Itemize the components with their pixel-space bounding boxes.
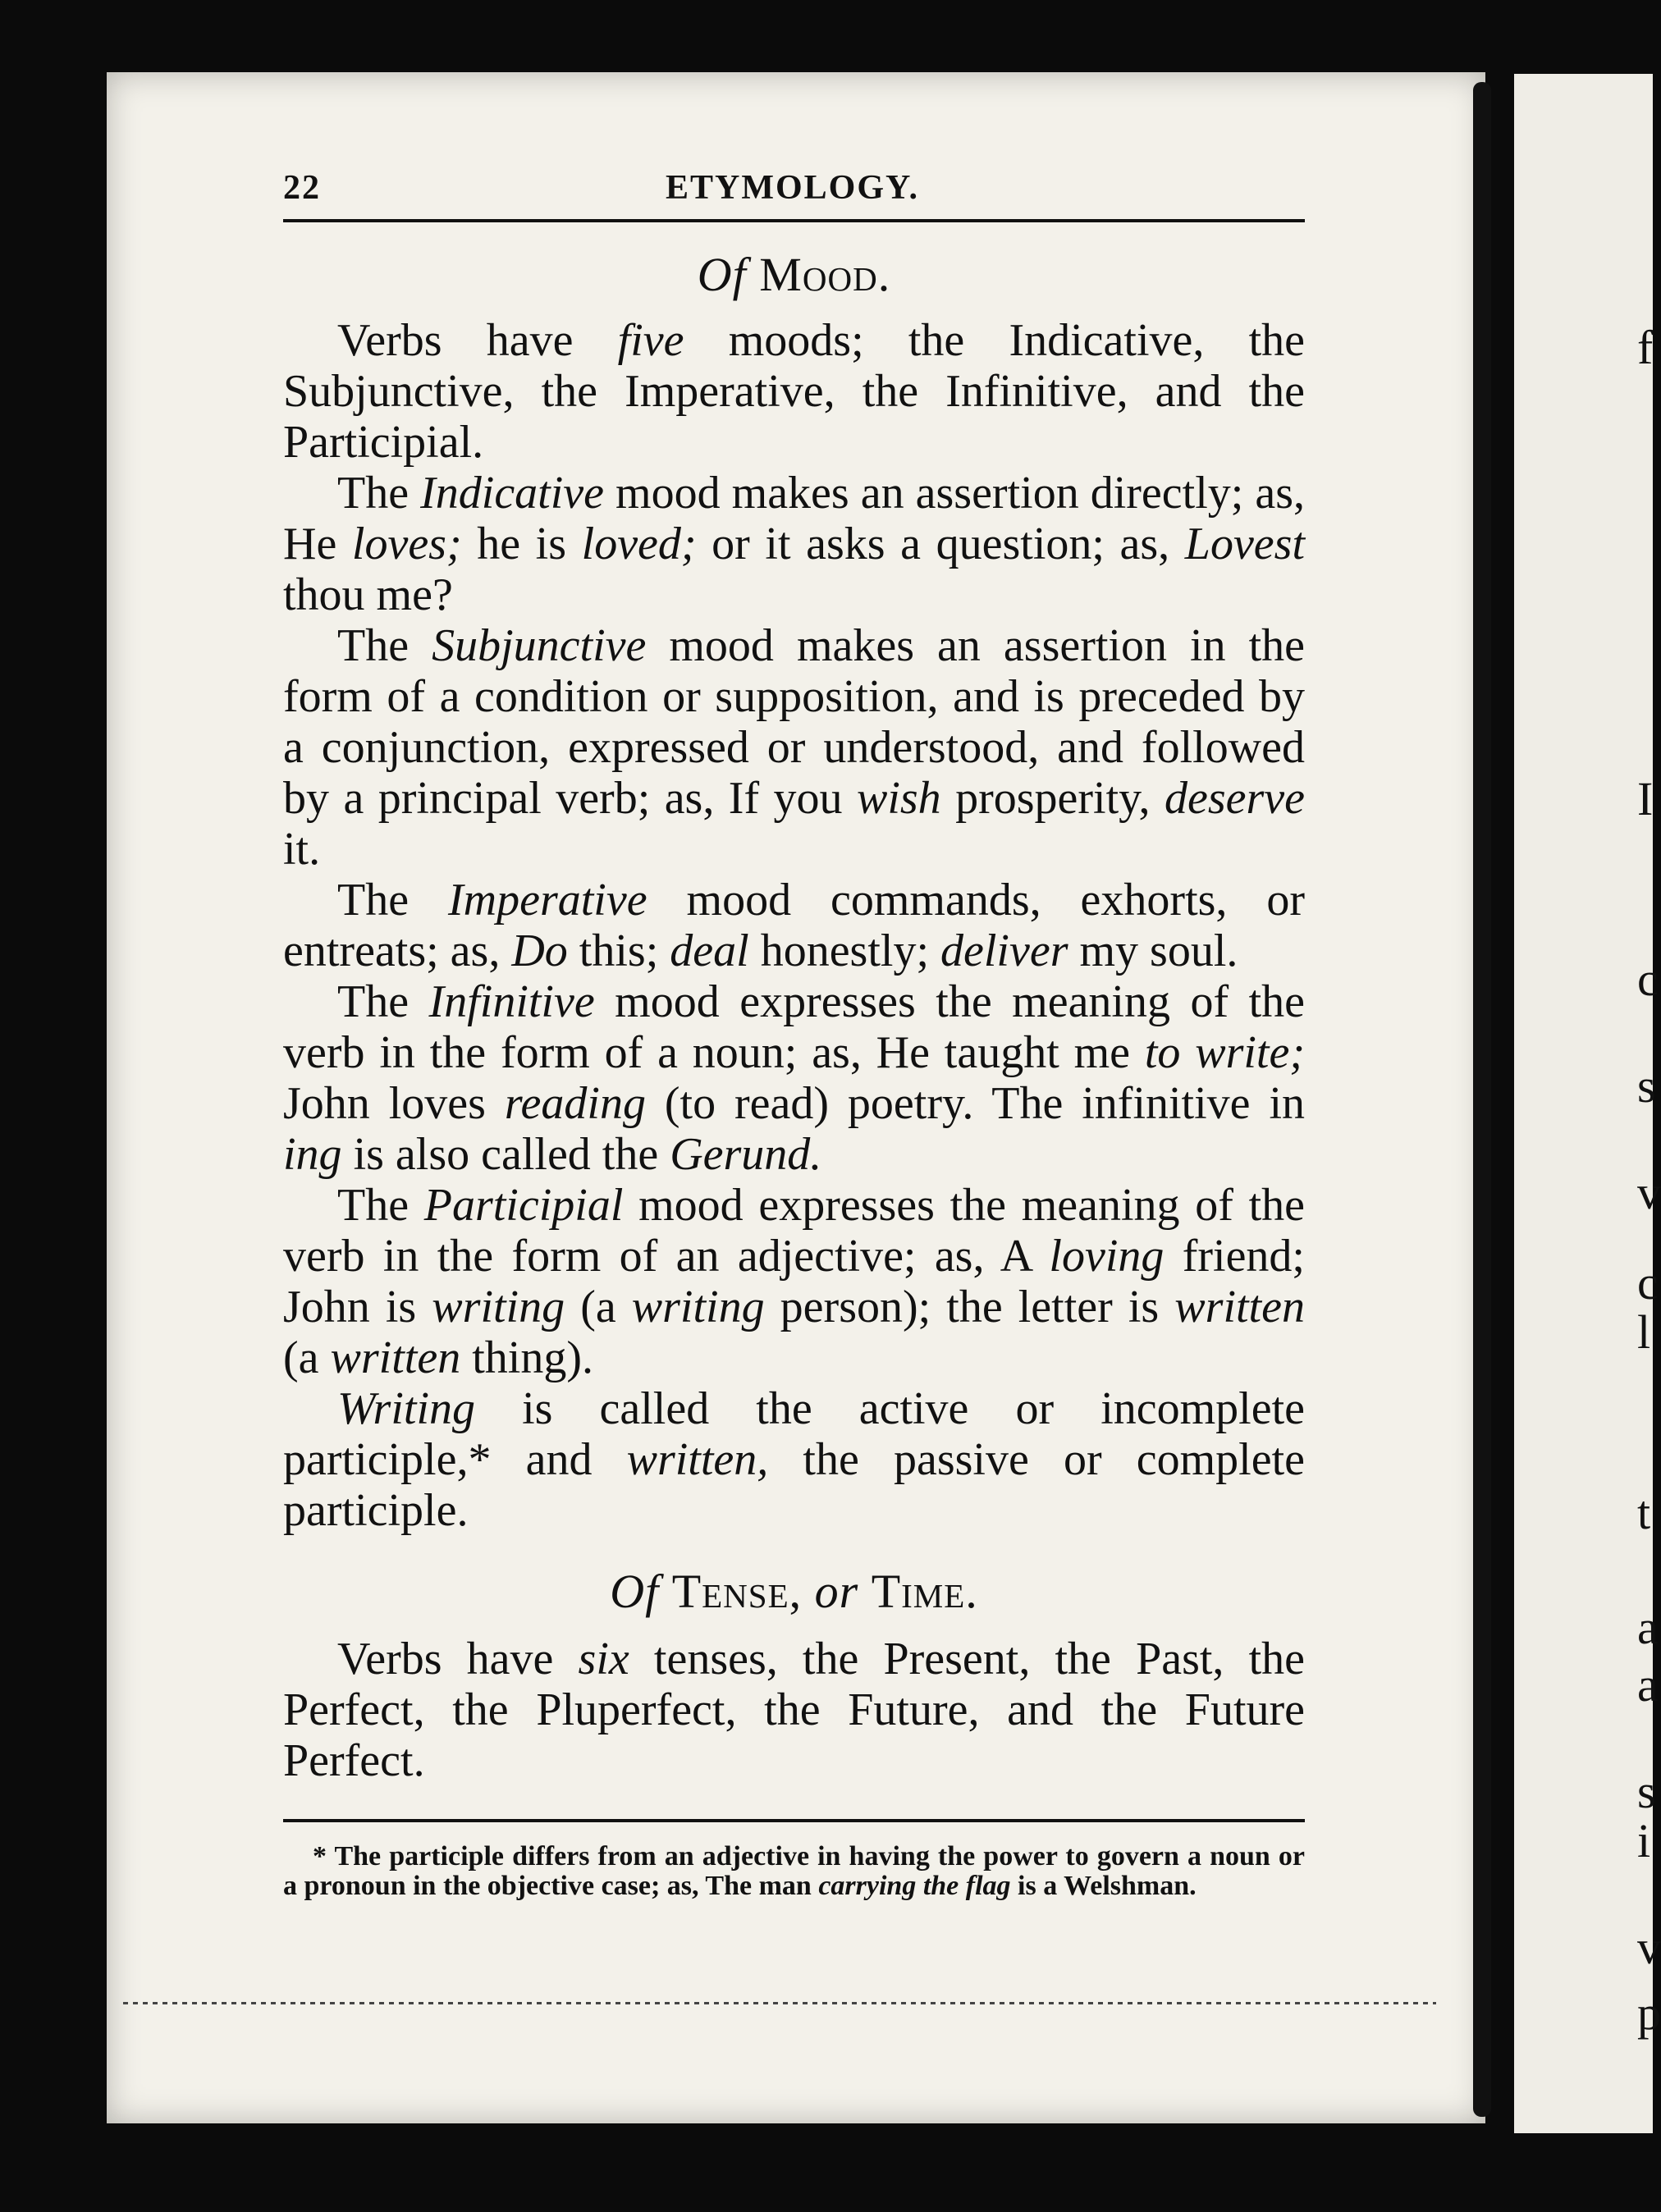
page-content	[283, 168, 1305, 1901]
paragraph	[283, 976, 1305, 1180]
text-run: mood expresses the meaning of the verb in the form of a noun; as, He taught me	[283, 976, 1305, 1078]
text-run: the passive or complete participle.	[283, 1434, 1305, 1536]
text-run: this;	[567, 925, 670, 976]
text-run: mood makes an assertion in the form of a condition or supposition, and is preceded by a conjunction, expressed or understood, and followed by a principal verb; as, If you	[283, 620, 1306, 824]
section-heading-mood	[283, 247, 1305, 302]
italic-run: six	[578, 1634, 629, 1684]
text-run: mood makes an assertion directly; as, He	[283, 468, 1306, 569]
text-run: is a Welshman.	[1010, 1871, 1197, 1901]
text-run: is called the active or incomplete participle,* and	[283, 1383, 1305, 1485]
facing-page-letter: p	[1637, 1986, 1661, 2040]
italic-run: loved;	[581, 519, 697, 569]
facing-page-letter: a	[1637, 1601, 1659, 1654]
running-title: ETYMOLOGY.	[666, 169, 919, 207]
text-run: my soul.	[1068, 925, 1238, 976]
paragraph	[283, 1634, 1305, 1786]
text-run: (a	[565, 1282, 632, 1332]
facing-page-letter: c	[1637, 1256, 1659, 1309]
italic-run: ing	[283, 1129, 342, 1180]
facing-page-letter: l	[1637, 1305, 1651, 1359]
italic-run: deserve	[1164, 773, 1305, 824]
page-bottom-edge	[123, 2002, 1436, 2004]
italic-run: deliver	[940, 925, 1068, 976]
heading-word: Tense,	[671, 1565, 803, 1618]
italic-run: Participial	[423, 1180, 624, 1231]
paragraph	[283, 875, 1305, 976]
facing-page-letter: f	[1637, 321, 1654, 374]
text-run: friend; John is	[283, 1231, 1305, 1332]
italic-run: wish	[856, 773, 941, 824]
italic-run: Subjunctive	[432, 620, 647, 671]
text-run: he is	[461, 519, 582, 569]
text-run: moods; the Indicative, the Subjunctive, the Imperative, the Infinitive, and the Participial.	[283, 315, 1305, 468]
text-run: (a	[283, 1332, 331, 1383]
italic-run: written	[1174, 1282, 1305, 1332]
footnote-rule	[283, 1819, 1305, 1822]
italic-run: writing	[432, 1282, 565, 1332]
italic-run: Imperative	[448, 875, 647, 925]
text-run: The	[337, 875, 448, 925]
heading-word: Mood.	[759, 248, 891, 301]
facing-page-letter: c	[1637, 953, 1659, 1006]
italic-run: Do	[511, 925, 568, 976]
text-run: mood expresses the meaning of the verb in the form of an adjective; as, A	[283, 1180, 1305, 1282]
text-run: John loves	[283, 1078, 505, 1129]
text-run: The	[337, 620, 432, 671]
facing-page-letter: s	[1637, 1059, 1656, 1113]
heading-prefix: Of	[610, 1565, 660, 1618]
text-run: tenses, the Present, the Past, the Perfect, the Pluperfect, the Future, and the Future Perfect.	[283, 1634, 1305, 1786]
italic-run: five	[617, 315, 684, 366]
facing-page-letter: v	[1637, 1166, 1661, 1219]
text-run: honestly;	[748, 925, 941, 976]
heading-word: Time.	[871, 1565, 978, 1618]
italic-run: reading	[504, 1078, 646, 1129]
text-run: thou me?	[283, 569, 453, 620]
italic-run: written	[330, 1332, 461, 1383]
text-run: thing).	[460, 1332, 593, 1383]
facing-page-letter: i	[1637, 1814, 1651, 1867]
header-rule	[283, 219, 1305, 222]
page-number: 22	[283, 169, 321, 207]
italic-run: Writing	[337, 1383, 476, 1434]
text-run: is also called the	[341, 1129, 670, 1180]
italic-run: Infinitive	[428, 976, 595, 1027]
running-head	[283, 168, 1305, 219]
text-run: (to read) poetry. The infinitive in	[645, 1078, 1305, 1129]
text-run: * The participle differs from an adjective in having the power to govern a noun or a pronoun in the objective case; as, The man	[283, 1841, 1305, 1901]
text-run: The	[337, 468, 421, 519]
italic-run: deal	[670, 925, 749, 976]
paragraph	[283, 468, 1305, 620]
adjacent-page-edge	[1514, 74, 1661, 2133]
heading-connector: or	[814, 1565, 859, 1618]
paragraph	[283, 315, 1305, 468]
tense-paragraphs	[283, 1634, 1305, 1786]
text-run: or it asks a question; as,	[696, 519, 1185, 569]
text-run: it.	[283, 824, 321, 875]
facing-page-letter: s	[1637, 1765, 1656, 1818]
text-run: person); the letter is	[764, 1282, 1175, 1332]
heading-prefix: Of	[697, 248, 747, 301]
italic-run: loves;	[351, 519, 462, 569]
text-run: Verbs have	[337, 315, 618, 366]
italic-run: carrying the flag	[818, 1871, 1011, 1901]
italic-run: writing	[631, 1282, 765, 1332]
section-heading-tense	[283, 1564, 1305, 1619]
italic-run: Indicative	[420, 468, 604, 519]
facing-page-letter: I	[1637, 772, 1654, 825]
italic-run: to write;	[1144, 1027, 1305, 1078]
footnote	[283, 1842, 1305, 1901]
text-run: Verbs have	[337, 1634, 579, 1684]
italic-run: written,	[626, 1434, 769, 1485]
book-gutter	[1473, 82, 1491, 2117]
text-run: prosperity,	[940, 773, 1165, 824]
facing-page-letter: t	[1637, 1486, 1651, 1539]
facing-page-letter: v	[1637, 1921, 1661, 1974]
facing-page-letter: a	[1637, 1658, 1659, 1712]
italic-run: loving	[1049, 1231, 1165, 1282]
italic-run: Gerund.	[670, 1129, 822, 1180]
text-run: The	[337, 1180, 424, 1231]
text-run: The	[337, 976, 429, 1027]
paragraph	[283, 620, 1305, 875]
paragraph	[283, 1180, 1305, 1383]
paragraph	[283, 1383, 1305, 1536]
italic-run: Lovest	[1184, 519, 1306, 569]
mood-paragraphs	[283, 315, 1305, 1536]
text-run: mood commands, exhorts, or entreats; as,	[283, 875, 1305, 976]
